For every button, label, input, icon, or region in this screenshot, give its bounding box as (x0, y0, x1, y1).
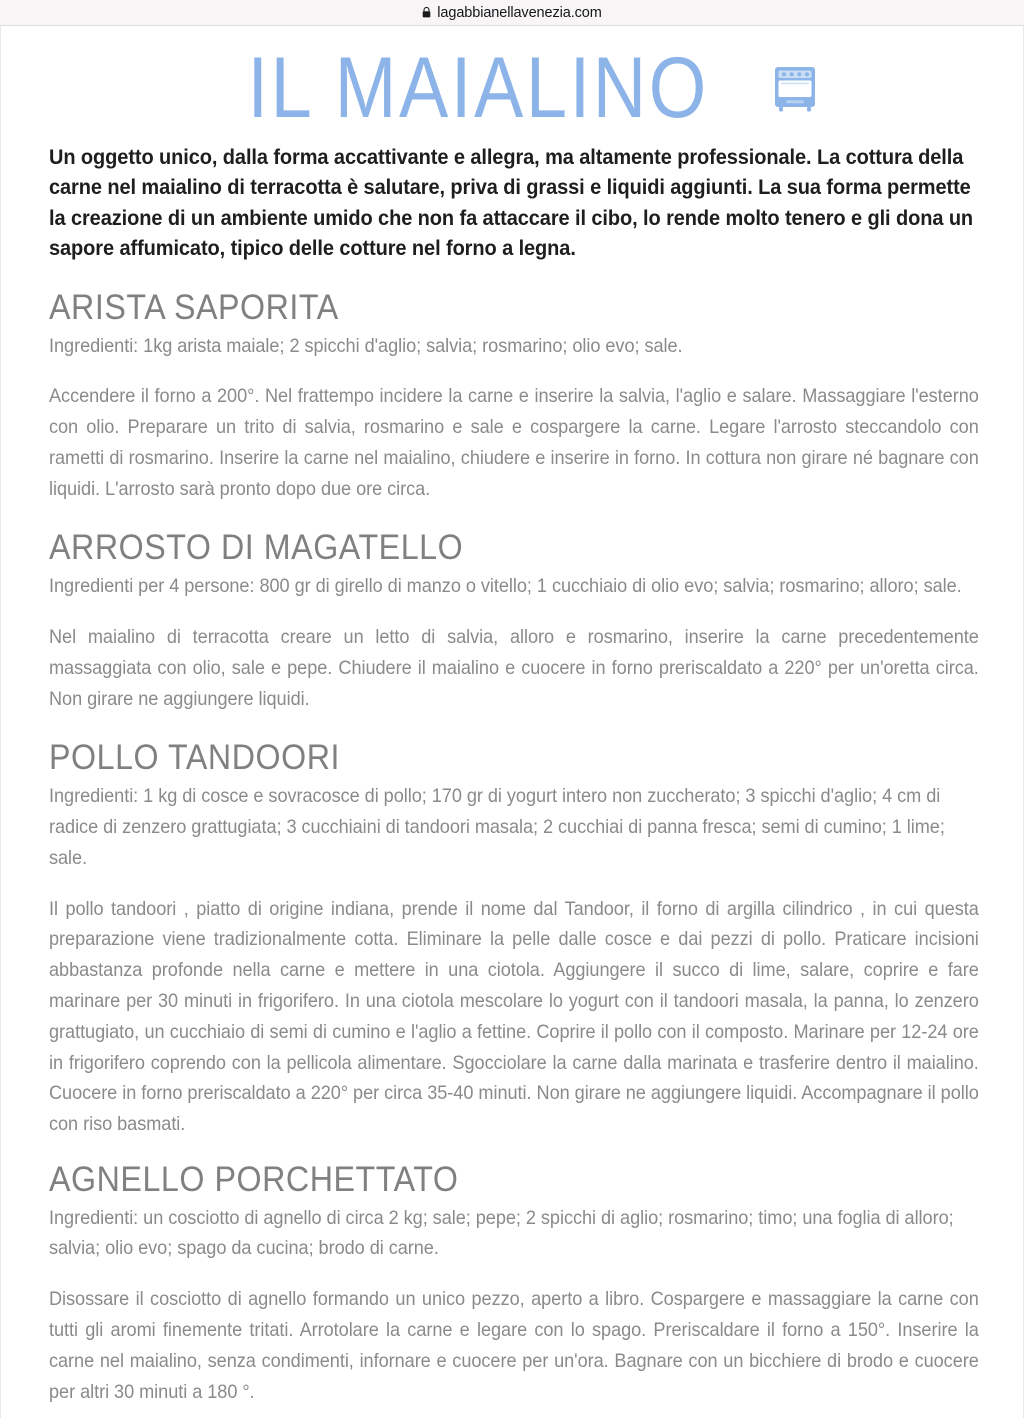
page-content (1, 26, 1023, 1407)
url-display[interactable] (422, 5, 601, 21)
recipe-ingredients: Ingredienti: 1kg arista maiale; 2 spicchi d'aglio; salvia; rosmarino; olio evo; sale. (49, 334, 683, 357)
recipe-ingredients: Ingredienti per 4 persone: 800 gr di girello di manzo o vitello; 1 cucchiaio di olio evo; salvia; rosmarino; alloro; sale. (49, 575, 962, 598)
lock-icon (422, 7, 431, 18)
recipe-ingredients: Ingredienti: un cosciotto di agnello di circa 2 kg; sale; pepe; 2 spicchi di aglio; rosmarino; timo; una foglia di alloro; salvia; olio evo; spago da cucina; brodo di carne. (49, 1206, 954, 1260)
intro-paragraph: Un oggetto unico, dalla forma accattivante e allegra, ma altamente professionale. La cottura della carne nel maialino di terracotta è salutare, priva di grassi e liquidi aggiunti. La sua forma permette la creazione di un ambiente umido che non fa attaccare il cibo, lo rende molto tenero e gli dona un sapore affumicato, tipico delle cotture nel forno a legna. (49, 144, 974, 261)
recipe-section-tandoori (49, 740, 979, 1140)
recipe-title: ARISTA SAPORITA (49, 287, 339, 327)
recipe-section-magatello (49, 530, 979, 714)
recipe-ingredients: Ingredienti: 1 kg di cosce e sovracosce di pollo; 170 gr di yogurt intero non zuccherato; 3 spicchi d'aglio; 4 cm di radice di zenzero grattugiata; 3 cucchiaini di tandoori masala; 2 cucchiai di panna fresca; semi di cumino; 1 lime; sale. (49, 785, 945, 869)
browser-address-bar[interactable] (0, 0, 1024, 26)
recipe-method: Accendere il forno a 200°. Nel frattempo incidere la carne e inserire la salvia, l'aglio e salare. Massaggiare l'esterno con olio. Preparare un trito di salvia, rosmarino e sale e cospargere la carne. Legare l'arrosto steccandolo con rametti di rosmarino. Inserire la carne nel maialino, chiudere e inserire in forno. In cottura non girare né bagnare con liquidi. L'arrosto sarà pronto dopo due ore circa. (49, 385, 979, 500)
recipe-title: POLLO TANDOORI (49, 738, 341, 778)
page-title-row (49, 26, 979, 136)
url-text: lagabbianellavenezia.com (437, 4, 602, 21)
recipe-method: Il pollo tandoori , piatto di origine indiana, prende il nome dal Tandoor, il forno di argilla cilindrico , in cui questa preparazione viene tradizionalmente cotta. Eliminare la pelle dalle cosce e dai pezzi di pollo. Praticare incisioni abbastanza profonde nella carne e mettere in una ciotola. Aggiungere il succo di lime, salare, coprire e fare marinare per 30 minuti in frigorifero. In una ciotola mescolare lo yogurt con il tandoori masala, la panna, lo zenzero grattugiato, un cucchiaio di semi di cumino e l'aglio a fettine. Coprire il pollo con il composto. Marinare per 12-24 ore in frigorifero coprendo con la pellicola alimentare. Sgocciolare la carne dalla marinata e trasferire dentro il maialino. Cuocere in forno preriscaldato a 220° per circa 35-40 minuti. Non girare ne aggiungere liquidi. Accompagnare il pollo con riso basmati. (49, 897, 979, 1136)
recipe-method: Nel maialino di terracotta creare un letto di salvia, alloro e rosmarino, inserire la carne precedentemente massaggiata con olio, sale e pepe. Chiudere il maialino e cuocere in forno preriscaldato a 220° per un'oretta circa. Non girare ne aggiungere liquidi. (49, 626, 979, 710)
page-title: IL MAIALINO (247, 40, 709, 136)
recipe-title: AGNELLO PORCHETTATO (49, 1159, 459, 1199)
recipe-title: ARROSTO DI MAGATELLO (49, 528, 464, 568)
oven-icon (772, 65, 818, 113)
recipe-section-arista (49, 287, 979, 505)
recipe-section-agnello (49, 1159, 979, 1408)
page-sheet (0, 26, 1024, 1418)
recipe-method: Disossare il cosciotto di agnello formando un unico pezzo, aperto a libro. Cospargere e massaggiare la carne con tutti gli aromi finemente tritati. Arrotolare la carne e legare con lo spago. Preriscaldare il forno a 150°. Inserire la carne nel maialino, senza condimenti, infornare e cuocere per un'ora. Bagnare con un bicchiere di brodo e cuocere per altri 30 minuti a 180 °. (49, 1288, 979, 1403)
